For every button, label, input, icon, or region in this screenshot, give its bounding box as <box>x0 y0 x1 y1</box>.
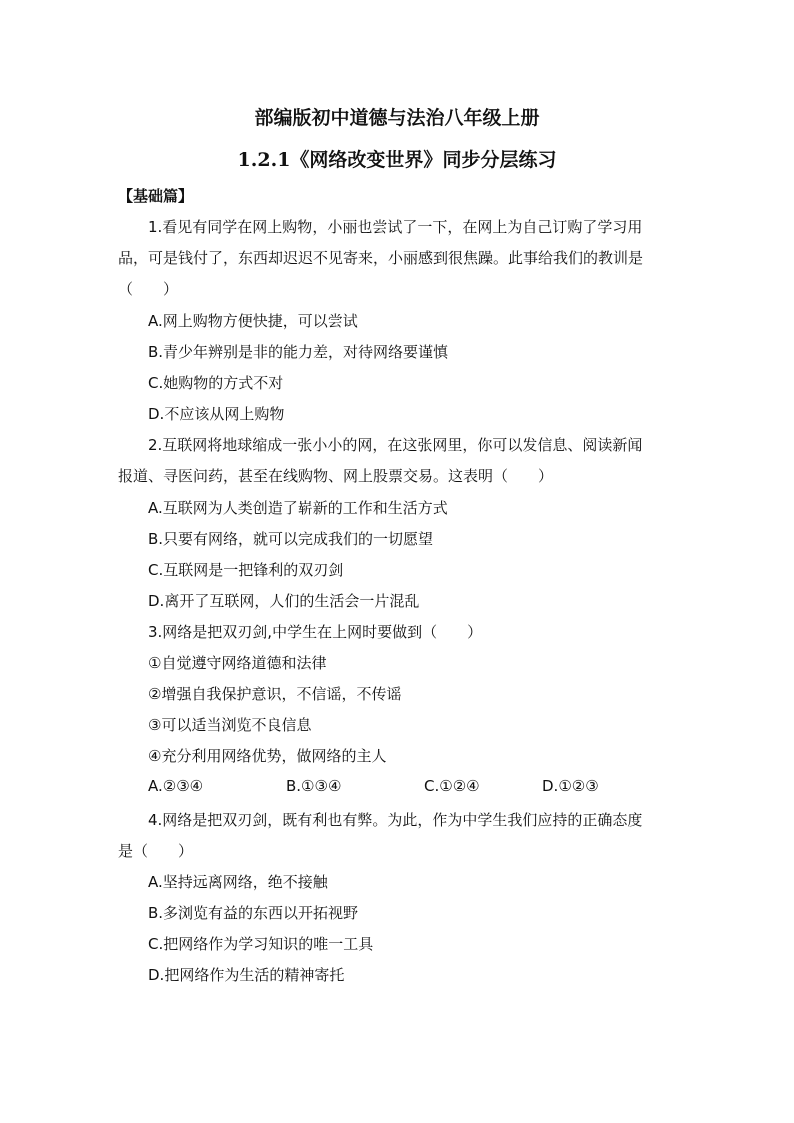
q4-stem-line-2: 是（ ） <box>118 842 194 860</box>
q1-stem-line-1: 1.看见有同学在网上购物，小丽也尝试了一下，在网上为自己订购了学习用 <box>148 218 643 236</box>
q1-option-b: B.青少年辨别是非的能力差，对待网络要谨慎 <box>148 343 449 361</box>
document-title: 部编版初中道德与法治八年级上册 <box>254 107 540 129</box>
q2-stem-line-2: 报道、寻医问药，甚至在线购物、网上股票交易。这表明（ ） <box>118 467 554 485</box>
q3-option-c: C.①②④ <box>424 777 480 795</box>
q4-stem-line-1: 4.网络是把双刃剑，既有利也有弊。为此，作为中学生我们应持的正确态度 <box>148 811 643 829</box>
q3-statement-2: ②增强自我保护意识，不信谣，不传谣 <box>148 685 402 703</box>
q2-stem-line-1: 2.互联网将地球缩成一张小小的网，在这张网里，你可以发信息、阅读新闻 <box>148 436 643 454</box>
q3-statement-4: ④充分利用网络优势，做网络的主人 <box>148 747 387 765</box>
q3-statement-3: ③可以适当浏览不良信息 <box>148 716 312 734</box>
q2-option-d: D.离开了互联网，人们的生活会一片混乱 <box>148 592 420 610</box>
q4-option-b: B.多浏览有益的东西以开拓视野 <box>148 904 359 922</box>
q2-option-c: C.互联网是一把锋利的双刃剑 <box>148 561 344 579</box>
q2-option-a: A.互联网为人类创造了崭新的工作和生活方式 <box>148 499 448 517</box>
q1-option-a: A.网上购物方便快捷，可以尝试 <box>148 312 358 330</box>
q3-option-a: A.②③④ <box>148 777 204 795</box>
q1-answer-blank: （ ） <box>118 280 179 298</box>
q4-option-d: D.把网络作为生活的精神寄托 <box>148 966 345 984</box>
q3-statement-1: ①自觉遵守网络道德和法律 <box>148 654 327 672</box>
q4-option-c: C.把网络作为学习知识的唯一工具 <box>148 935 374 953</box>
document-subtitle: 1.2.1《网络改变世界》同步分层练习 <box>237 149 557 171</box>
q3-options-row <box>148 776 668 796</box>
section-label: 【基础篇】 <box>118 187 194 205</box>
q1-option-c: C.她购物的方式不对 <box>148 374 284 392</box>
q1-option-d: D.不应该从网上购物 <box>148 405 285 423</box>
q2-option-b: B.只要有网络，就可以完成我们的一切愿望 <box>148 530 434 548</box>
q3-stem: 3.网络是把双刃剑,中学生在上网时要做到（ ） <box>148 623 483 641</box>
q3-option-d: D.①②③ <box>542 777 599 795</box>
q1-stem-line-2: 品，可是钱付了，东西却迟迟不见寄来，小丽感到很焦躁。此事给我们的教训是 <box>118 249 644 267</box>
q4-option-a: A.坚持远离网络，绝不接触 <box>148 873 328 891</box>
q3-option-b: B.①③④ <box>286 777 342 795</box>
